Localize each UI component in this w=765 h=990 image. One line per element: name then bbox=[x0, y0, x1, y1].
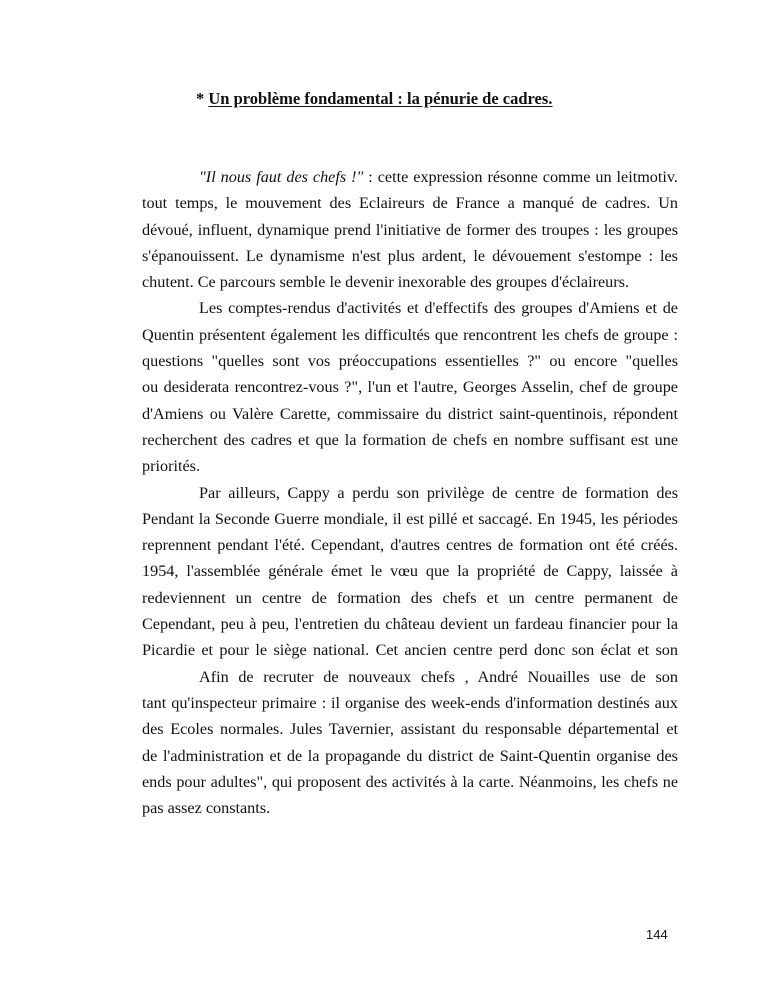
text-line: 1954, l'assemblée générale émet le vœu que la propriété de Cappy, laissée à bbox=[142, 562, 678, 581]
text-fragment: : cette expression résonne comme un leitmotiv. bbox=[368, 168, 678, 186]
text-line: Par ailleurs, Cappy a perdu son privilège de centre de formation des bbox=[199, 483, 678, 502]
text-line: des Ecoles normales. Jules Tavernier, assistant du responsable départemental et bbox=[142, 720, 678, 739]
text-line: recherchent des cadres et que la formation de chefs en nombre suffisant est une bbox=[142, 430, 678, 449]
text-line: pas assez constants. bbox=[142, 799, 271, 818]
text-line: ou desiderata rencontrez-vous ?", l'un et l'autre, Georges Asselin, chef de groupe bbox=[142, 378, 678, 397]
heading-bullet: * bbox=[196, 89, 209, 108]
text-line: chutent. Ce parcours semble le devenir inexorable des groupes d'éclaireurs. bbox=[142, 273, 630, 292]
text-line: tant qu'inspecteur primaire : il organise des week-ends d'information destinés aux bbox=[142, 693, 678, 712]
text-line: priorités. bbox=[142, 457, 200, 476]
body-text bbox=[142, 164, 678, 821]
text-line: questions "quelles sont vos préoccupations essentielles ?" ou encore "quelles bbox=[142, 352, 678, 371]
text-line: ends pour adultes", qui proposent des activités à la carte. Néanmoins, les chefs ne bbox=[142, 772, 678, 791]
italic-quote: "Il nous faut des chefs !" bbox=[199, 168, 364, 186]
text-line: dévoué, influent, dynamique prend l'initiative de former des troupes : les groupes bbox=[142, 220, 678, 239]
text-line bbox=[142, 164, 678, 190]
text-line: redeviennent un centre de formation des chefs et un centre permanent de bbox=[142, 588, 678, 607]
text-line: Cependant, peu à peu, l'entretien du château devient un fardeau financier pour la bbox=[142, 615, 678, 634]
text-line: Picardie et pour le siège national. Cet ancien centre perd donc son éclat et son bbox=[142, 641, 678, 660]
text-line: Pendant la Seconde Guerre mondiale, il est pillé et saccagé. En 1945, les périodes bbox=[142, 509, 678, 528]
text-line: de l'administration et de la propagande du district de Saint-Quentin organise des bbox=[142, 746, 678, 765]
text-line: Afin de recruter de nouveaux chefs , André Nouailles use de son bbox=[199, 667, 678, 686]
paragraph-3 bbox=[142, 480, 678, 664]
text-line: tout temps, le mouvement des Eclaireurs de France a manqué de cadres. Un bbox=[142, 194, 678, 213]
text-line: Les comptes-rendus d'activités et d'effectifs des groupes d'Amiens et de bbox=[199, 299, 678, 318]
paragraph-2 bbox=[142, 295, 678, 479]
heading-title: Un problème fondamental : la pénurie de cadres. bbox=[208, 89, 553, 108]
page-number: 144 bbox=[646, 927, 668, 942]
text-line: s'épanouissent. Le dynamisme n'est plus ardent, le dévouement s'estompe : les bbox=[142, 246, 678, 265]
section-heading bbox=[196, 89, 552, 109]
text-line: reprennent pendant l'été. Cependant, d'autres centres de formation ont été créés. bbox=[142, 536, 678, 555]
text-line: d'Amiens ou Valère Carette, commissaire du district saint-quentinois, répondent bbox=[142, 404, 678, 423]
paragraph-4 bbox=[142, 664, 678, 822]
text-line: Quentin présentent également les difficultés que rencontrent les chefs de groupe : bbox=[142, 325, 678, 344]
paragraph-1 bbox=[142, 164, 678, 295]
